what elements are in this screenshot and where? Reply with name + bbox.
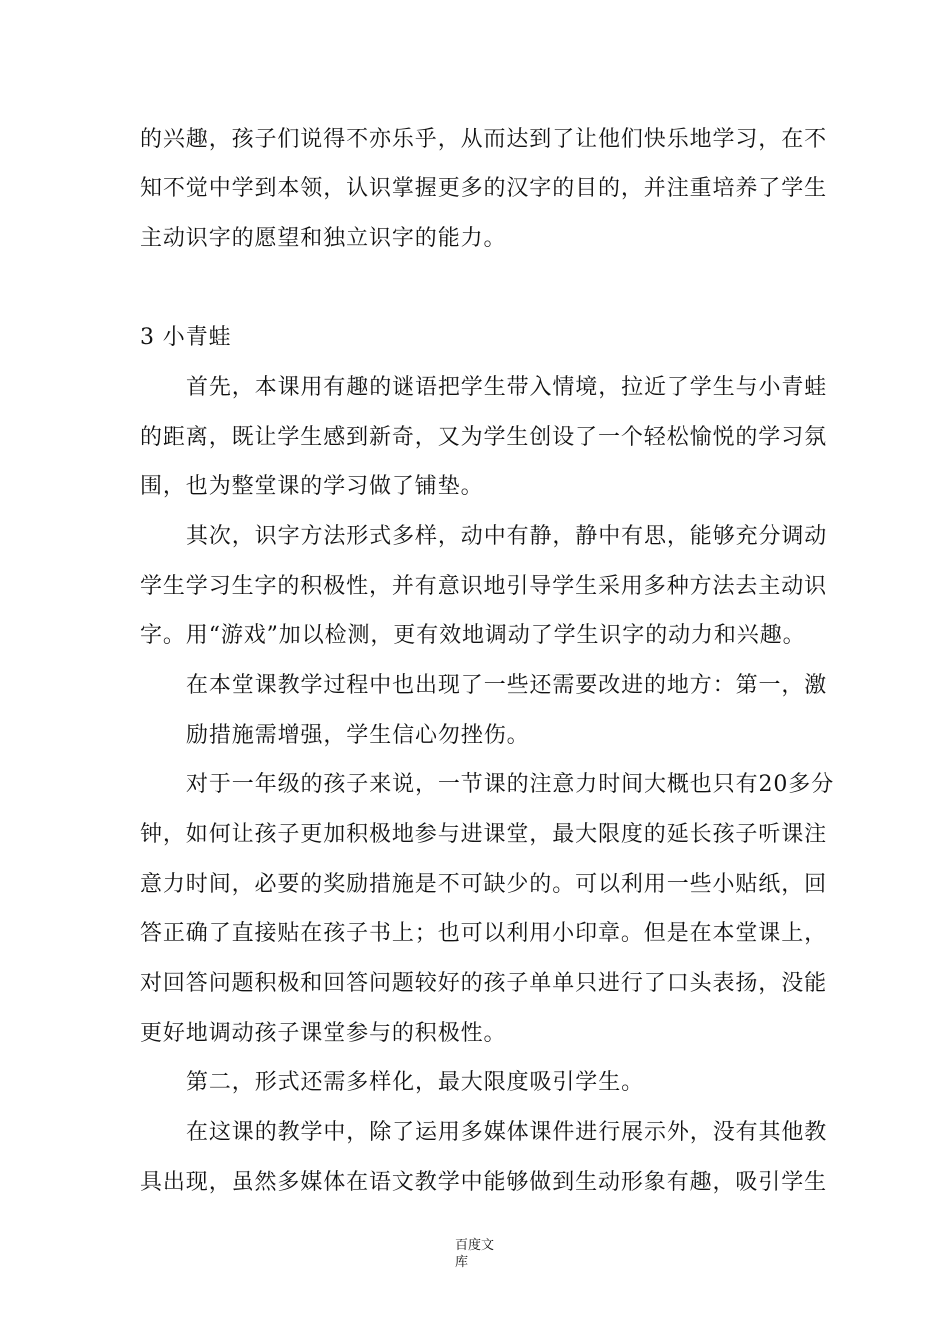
body-text-line: 主动识字的愿望和独立识字的能力。 [140, 226, 507, 251]
body-text-line: 其次，识字方法形式多样，动中有静，静中有思，能够充分调动 [186, 524, 828, 549]
footer-watermark-line1: 百度文 [455, 1238, 495, 1253]
body-text-line: 的兴趣，孩子们说得不亦乐乎，从而达到了让他们快乐地学习，在不 [140, 127, 828, 152]
body-text-line: 第二，形式还需多样化，最大限度吸引学生。 [186, 1070, 645, 1095]
body-text-line: 更好地调动孩子课堂参与的积极性。 [140, 1021, 507, 1046]
body-text-line: 首先，本课用有趣的谜语把学生带入情境，拉近了学生与小青蛙 [186, 375, 828, 400]
body-text-line: 对回答问题积极和回答问题较好的孩子单单只进行了口头表扬，没能 [140, 971, 828, 996]
footer-watermark-line2: 库 [455, 1255, 469, 1270]
body-text-line: 对于一年级的孩子来说，一节课的注意力时间大概也只有20多分 [186, 772, 835, 797]
section-heading: 3 小青蛙 [140, 325, 232, 350]
body-text-line: 在本堂课教学过程中也出现了一些还需要改进的地方：第一，激 [186, 673, 828, 698]
body-text-line: 围，也为整堂课的学习做了铺垫。 [140, 474, 484, 499]
body-text-line: 钟，如何让孩子更加积极地参与进课堂，最大限度的延长孩子听课注 [140, 822, 828, 847]
body-text-line: 学生学习生字的积极性，并有意识地引导学生采用多种方法去主动识 [140, 574, 828, 599]
body-text-line: 励措施需增强，学生信心勿挫伤。 [186, 723, 530, 748]
body-text-line: 知不觉中学到本领，认识掌握更多的汉字的目的，并注重培养了学生 [140, 176, 828, 201]
body-text-line: 意力时间，必要的奖励措施是不可缺少的。可以利用一些小贴纸，回 [140, 872, 828, 897]
body-text-line: 字。用“游戏”加以检测，更有效地调动了学生识字的动力和兴趣。 [140, 623, 806, 648]
body-text-line: 答正确了直接贴在孩子书上；也可以利用小印章。但是在本堂课上， [140, 921, 828, 946]
body-text-line: 具出现，虽然多媒体在语文教学中能够做到生动形象有趣，吸引学生 [140, 1170, 828, 1195]
body-text-line: 的距离，既让学生感到新奇，又为学生创设了一个轻松愉悦的学习氛 [140, 425, 828, 450]
body-text-line: 在这课的教学中，除了运用多媒体课件进行展示外，没有其他教 [186, 1120, 828, 1145]
